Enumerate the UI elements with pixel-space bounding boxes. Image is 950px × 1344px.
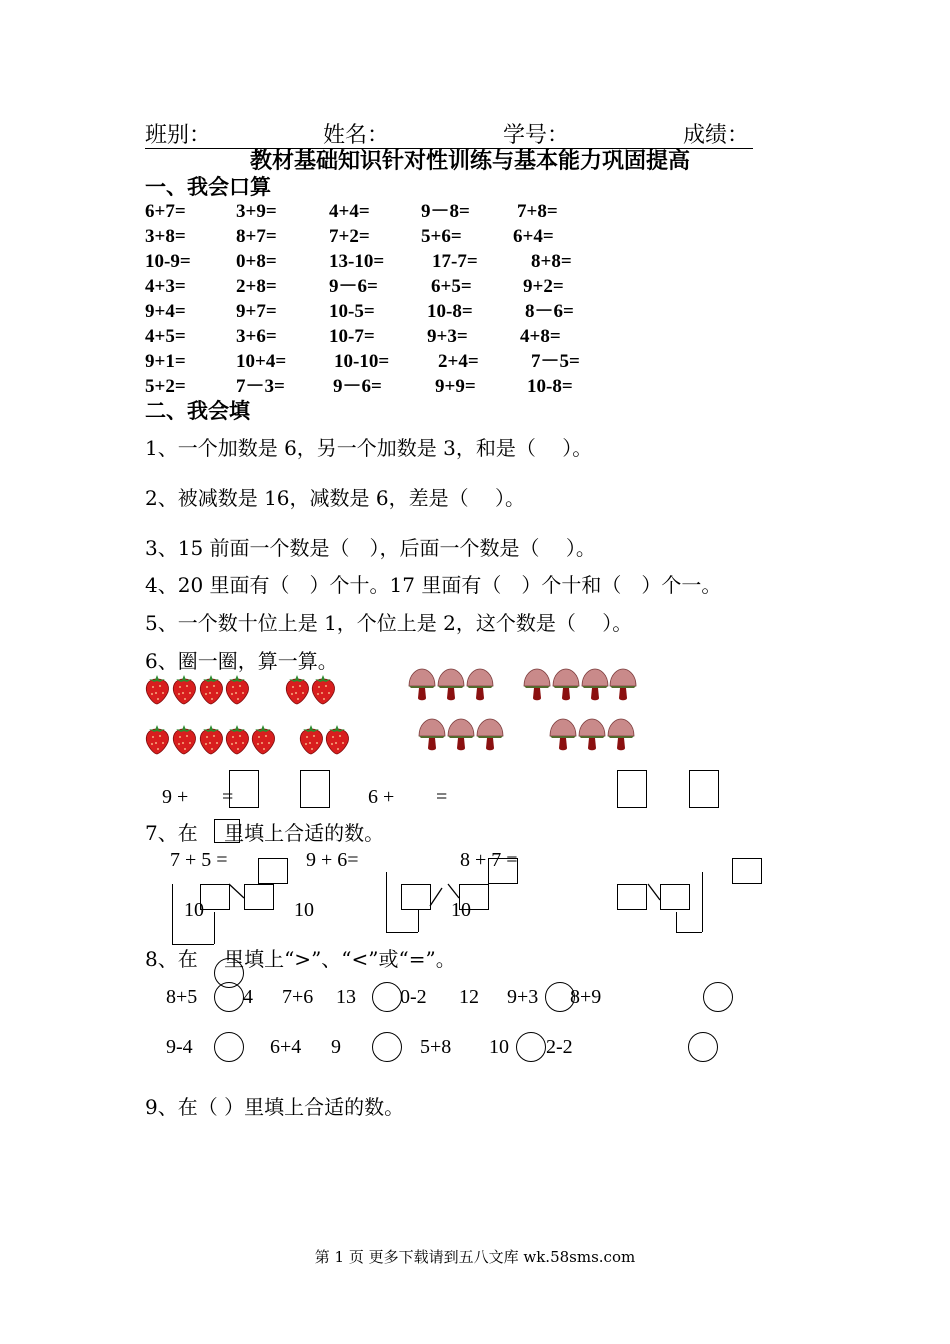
q8-r2-left-4: 10	[489, 1036, 509, 1058]
question-5: 5、一个数十位上是 1，个位上是 2，这个数是（ ）。	[145, 611, 633, 635]
mental-math-item: 2+8=	[236, 276, 277, 297]
mental-math-item: 10+4=	[236, 351, 287, 372]
mental-math-item: 4+3=	[145, 276, 186, 297]
q8-compare-circle-6[interactable]	[372, 1032, 402, 1062]
q8-r2-right-2: 9	[331, 1036, 341, 1058]
q8-r1-left-4: 9+3	[507, 986, 539, 1008]
class-label: 班别：	[145, 123, 212, 148]
q7-equation-c: 8 + 7 =	[460, 849, 518, 871]
section2-heading: 二、我会填	[145, 398, 250, 423]
page-title: 教材基础知识针对性训练与基本能力巩固提高	[250, 148, 691, 174]
mental-math-item: 6+7=	[145, 201, 186, 222]
section1-heading: 一、我会口算	[145, 174, 271, 199]
mental-math-item: 3+8=	[145, 226, 186, 247]
mental-math-item: 5+6=	[421, 226, 462, 247]
name-label: 姓名：	[323, 123, 390, 148]
question-4: 4、20 里面有（ ）个十。17 里面有（ ）个十和（ ）个一。	[145, 573, 722, 597]
mental-math-item: 7－3=	[236, 376, 285, 397]
mental-math-item: 10-8=	[427, 301, 473, 322]
q8-r2-left-1: 9-4	[166, 1036, 193, 1058]
question-1: 1、一个加数是 6，另一个加数是 3，和是（ ）。	[145, 436, 593, 460]
mental-math-item: 3+6=	[236, 326, 277, 347]
mental-math-item: 13-10=	[329, 251, 385, 272]
mental-math-item: 4+4=	[329, 201, 370, 222]
mental-math-item: 9－6=	[333, 376, 382, 397]
q7-ten-b: 10	[294, 899, 314, 921]
question-3: 3、15 前面一个数是（ ），后面一个数是（ ）。	[145, 536, 596, 560]
score-label: 成绩：	[683, 123, 750, 148]
q8-r2-left-2: 6+4	[270, 1036, 302, 1058]
mental-math-item: 9+3=	[427, 326, 468, 347]
q8-r1-right-4: 8+9	[570, 986, 602, 1008]
mental-math-item: 10-5=	[329, 301, 375, 322]
mental-math-item: 7+2=	[329, 226, 370, 247]
q6-equation-1: 9 +	[162, 786, 189, 808]
mental-math-item: 9－6=	[329, 276, 378, 297]
q6-equation-1-equals: =	[222, 786, 234, 808]
q6-equation-2-equals: =	[436, 786, 448, 808]
q8-r2-right-4: 2-2	[546, 1036, 573, 1058]
mental-math-item: 3+9=	[236, 201, 277, 222]
mental-math-item: 10-10=	[334, 351, 390, 372]
question-7: 7、在 里填上合适的数。	[145, 821, 385, 845]
q8-r2-left-3: 5+8	[420, 1036, 452, 1058]
mental-math-item: 9+4=	[145, 301, 186, 322]
mental-math-item: 2+4=	[438, 351, 479, 372]
q6-equation-2: 6 +	[368, 786, 395, 808]
q8-r1-left-3: 0-2	[400, 986, 427, 1008]
mental-math-item: 7+8=	[517, 201, 558, 222]
q8-r1-right-2: 13	[336, 986, 356, 1008]
q7-ten-a: 10	[184, 899, 204, 921]
mental-math-item: 8－6=	[525, 301, 574, 322]
q8-r1-left-1: 8+5	[166, 986, 198, 1008]
mental-math-item: 9+1=	[145, 351, 186, 372]
mental-math-item: 9+2=	[523, 276, 564, 297]
q8-compare-circle-8[interactable]	[688, 1032, 718, 1062]
mental-math-item: 9+7=	[236, 301, 277, 322]
mental-math-item: 10-9=	[145, 251, 191, 272]
question-8: 8、在 里填上“>”、“<”或“=”。	[145, 947, 456, 971]
mental-math-item: 10-8=	[527, 376, 573, 397]
q8-compare-circle-2[interactable]	[372, 982, 402, 1012]
q7-ten-c: 10	[451, 899, 471, 921]
mental-math-item: 6+4=	[513, 226, 554, 247]
mental-math-item: 4+8=	[520, 326, 561, 347]
mental-math-item: 8+8=	[531, 251, 572, 272]
mental-math-item: 10-7=	[329, 326, 375, 347]
q7-equation-b: 9 + 6=	[306, 849, 359, 871]
q8-compare-circle-1[interactable]	[214, 982, 244, 1012]
q8-r1-right-1: 4	[243, 986, 253, 1008]
mental-math-item: 9－8=	[421, 201, 470, 222]
mental-math-item: 8+7=	[236, 226, 277, 247]
student-id-label: 学号：	[503, 123, 570, 148]
question-2: 2、被减数是 16，减数是 6，差是（ ）。	[145, 486, 525, 510]
q8-r1-left-2: 7+6	[282, 986, 314, 1008]
mental-math-item: 17-7=	[432, 251, 478, 272]
q8-r1-right-3: 12	[459, 986, 479, 1008]
question-9: 9、在（ ）里填上合适的数。	[145, 1095, 405, 1119]
q8-compare-circle-4[interactable]	[703, 982, 733, 1012]
mental-math-item: 0+8=	[236, 251, 277, 272]
mental-math-item: 4+5=	[145, 326, 186, 347]
q8-compare-circle-7[interactable]	[516, 1032, 546, 1062]
mental-math-item: 7－5=	[531, 351, 580, 372]
question-6: 6、圈一圈，算一算。	[145, 649, 338, 673]
mental-math-item: 9+9=	[435, 376, 476, 397]
mental-math-item: 5+2=	[145, 376, 186, 397]
q8-compare-circle-5[interactable]	[214, 1032, 244, 1062]
mental-math-item: 6+5=	[431, 276, 472, 297]
q7-equation-a: 7 + 5 =	[170, 849, 228, 871]
page-footer: 第 1 页 更多下载请到五八文库 wk.58sms.com	[314, 1248, 636, 1266]
